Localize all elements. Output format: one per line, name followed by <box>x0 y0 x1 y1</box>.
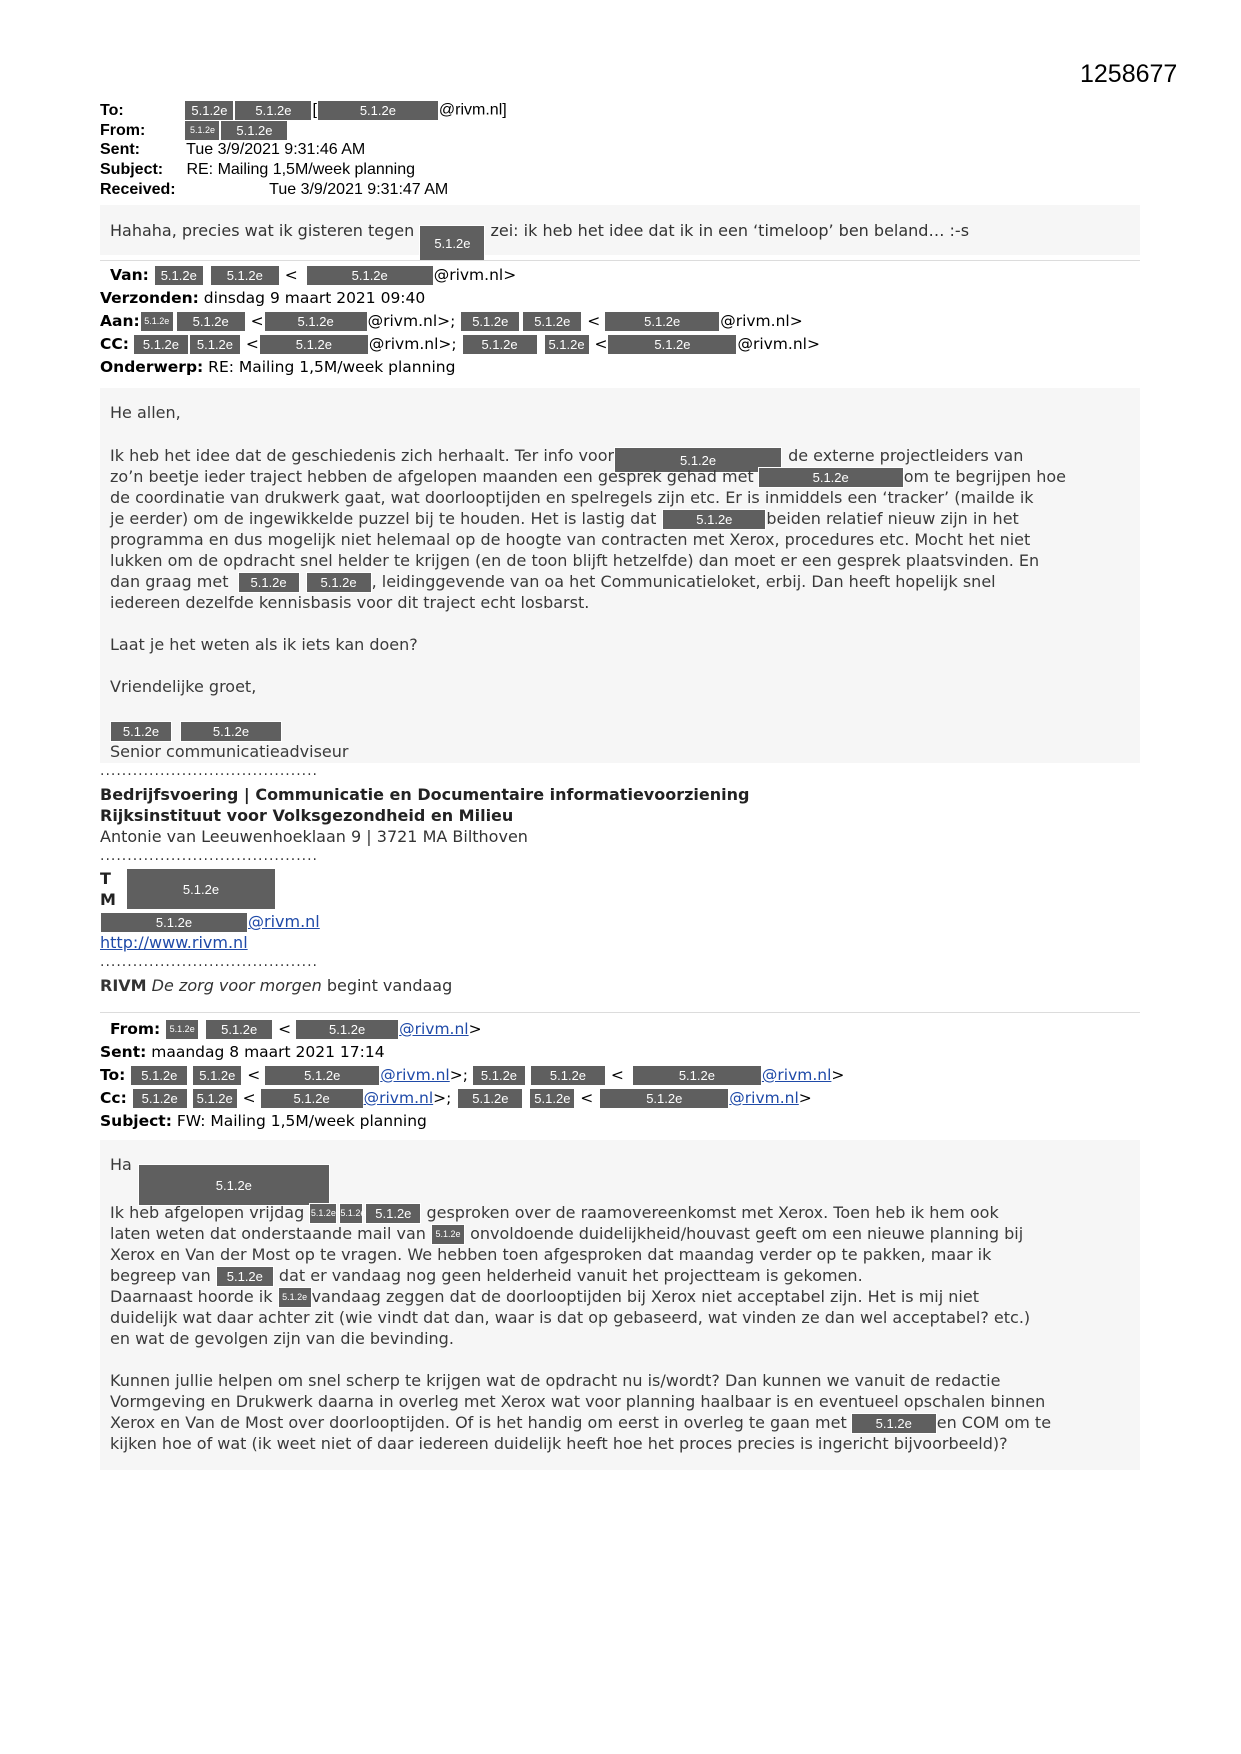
redaction: 5.1.2e <box>306 572 372 593</box>
text-fragment: Ik heb afgelopen vrijdag <box>110 1203 305 1222</box>
text-fragment: dat er vandaag nog geen helderheid vanuit het projectteam is gekomen. <box>278 1266 863 1285</box>
cc-label: Cc: <box>100 1089 127 1107</box>
aan-label: Aan: <box>100 312 140 330</box>
text-line: duidelijk wat daar achter zit (wie vindt dat dan, waar is dat op gebaseerd, wat vinden ze dan wel acceptabel? etc.) <box>110 1308 1031 1327</box>
subject-value: FW: Mailing 1,5M/week planning <box>176 1112 427 1130</box>
text-line: en wat de gevolgen zijn van die bevinding. <box>110 1329 454 1348</box>
redaction: 5.1.2e <box>100 912 248 933</box>
website-link[interactable]: http://www.rivm.nl <box>100 933 248 952</box>
sent-label: Sent: <box>100 141 140 158</box>
cc-suffix-2: @rivm.nl> <box>737 335 820 353</box>
redaction: 5.1.2e <box>264 311 368 332</box>
redaction: 5.1.2e <box>126 868 276 910</box>
to-row: To: 5.1.2e 5.1.2e < 5.1.2e @rivm.nl>; 5.1.2e 5.1.2e < 5.1.2e @rivm.nl> <box>100 1066 845 1084</box>
redaction: 5.1.2e <box>140 311 174 332</box>
redaction: 5.1.2e <box>184 100 234 121</box>
redaction: 5.1.2e <box>184 120 220 141</box>
text-fragment: de externe projectleiders van <box>788 446 1024 465</box>
text-fragment: , leidinggevende van oa het Communicatieloket, erbij. Dan heeft hopelijk snel <box>371 572 996 591</box>
onderwerp-value: RE: Mailing 1,5M/week planning <box>208 358 456 376</box>
closing: Vriendelijke groet, <box>110 677 257 696</box>
text-line <box>110 1412 1051 1434</box>
text-line <box>110 571 996 593</box>
text-line: iedereen dezelfde kennisbasis voor dit traject echt losbarst. <box>110 593 590 612</box>
van-label: Van: <box>110 266 149 284</box>
text-fragment: vandaag zeggen dat de doorlooptijden bij Xerox niet acceptabel zijn. Het is mij niet <box>311 1287 979 1306</box>
verzonden-value: dinsdag 9 maart 2021 09:40 <box>203 289 426 307</box>
sent-label: Sent: <box>100 1043 147 1061</box>
redaction: 5.1.2e <box>138 1164 330 1206</box>
verzonden-label: Verzonden: <box>100 289 199 307</box>
redaction: 5.1.2e <box>339 1203 363 1224</box>
van-suffix: @rivm.nl> <box>433 266 517 284</box>
received-label: Received: <box>100 181 176 198</box>
redaction: 5.1.2e <box>662 509 766 530</box>
text-fragment: Xerox en Van de Most over doorlooptijden. Of is het handig om eerst in overleg te gaan met <box>110 1413 847 1432</box>
redaction: 5.1.2e <box>529 1088 575 1109</box>
divider <box>100 1012 1140 1013</box>
slogan-italic: De zorg voor morgen <box>151 976 322 995</box>
text-line <box>110 466 1066 488</box>
redaction: 5.1.2e <box>365 1203 421 1224</box>
redaction: 5.1.2e <box>632 1065 762 1086</box>
text-fragment: Daarnaast hoorde ik <box>110 1287 273 1306</box>
text-line: de coordinatie van drukwerk gaat, wat doorlooptijden en spelregels zijn etc. Er is inmiddels een ‘tracker’ (mailde ik <box>110 488 1034 507</box>
document-page: 1258677 To: 5.1.2e 5.1.2e [ 5.1.2e @rivm.nl] From: 5.1.2e 5.1.2e Sent: Tue 3/9/2021 9:31:46 AM Subject: RE: Mailing 1,5M/week planning Received: Tue 3/9/2021 9:31:47 AM Hahaha, precies wat ik gisteren tegen 5.1.2e zei: ik heb het idee dat ik in een ‘timeloop’ ben beland… :-s Van: 5.1.2e 5.1.2e < 5.1.2e @rivm.nl> Verzonden: dinsdag 9 maart 2021 09:40 Aan: 5.1.2e 5.1.2e < 5.1.2e @rivm.nl>; 5.1.2e 5.1.2e < 5.1.2e @rivm.nl> CC: 5.1.2e 5.1.2e < 5.1.2e @rivm.nl>; 5.1.2e 5.1.2e < 5.1.2e @rivm.nl> Onderwerp: RE: Mailing 1,5M/week planning He allen, Ik heb het idee dat de geschiedenis zich herhaalt. Ter info voor 5.1.2e de externe projectleiders van zo’n beetje ieder traject hebben de afgelopen maanden een gesprek gehad met 5.1.2e om te begrijpen hoe de coordinatie van drukwerk gaat, wat doorlooptijden en spelregels zijn etc. Er is inmiddels een ‘tracker’ (mailde ik je eerder) om de ingewikkelde puzzel bij te houden. Het is lastig dat 5.1.2e beiden relatief nieuw zijn in het programma en dus mogelijk niet helemaal op de hoogte van contracten met Xerox, procedures etc. Mocht het niet lukken om de opdracht snel helder te krijgen (en de toon blijft hetzelfde) dan moet er een gesprek plaatsvinden. En dan graag met 5.1.2e 5.1.2e , leidinggevende van oa het Communicatieloket, erbij. Dan heeft hopelijk snel iedereen dezelfde kennisbasis voor dit traject echt losbarst. Laat je het weten als ik iets kan doen? Vriendelijke groet, 5.1.2e 5.1.2e Senior communicatieadviseur ........................................ Bedrijfsvoering | Communicatie en Documentaire informatievoorziening Rijksinstituut voor Volksgezondheid en Milieu Antonie van Leeuwenhoeklaan 9 | 3721 MA Bilthoven ........................................ T M 5.1.2e 5.1.2e @rivm.nl http://www.rivm.nl ........................................ RIVM De zorg voor morgen begint vandaag From: 5.1.2e 5.1.2e < 5.1.2e @rivm.nl> Sent: maandag 8 maart 2021 17:14 To: 5.1.2e 5.1.2e < 5.1.2e @rivm.nl>; 5.1.2e 5.1.2e < 5.1.2e @rivm.nl> Cc: 5.1.2e 5.1.2e < 5.1.2e @rivm.nl>; 5.1.2e 5.1.2e < 5.1.2e @rivm.nl> Subject: FW: Mailing 1,5M/week planning Ha5.1.2e Ik heb afgelopen vrijdag 5.1.2e 5.1.2e 5.1.2e gesproken over de raamovereenkomst met Xerox. Toen heb ik hem ook laten weten dat onderstaande mail van 5.1.2e onvoldoende duidelijkheid/houvast geeft om een nieuwe planning bij Xerox en Van der Most op te vragen. We hebben toen afgesproken dat maandag verder op te pakken, maar ik begreep van 5.1.2e dat er vandaag nog geen helderheid vanuit het projectteam is gekomen. Daarnaast hoorde ik 5.1.2e vandaag zeggen dat de doorlooptijden bij Xerox niet acceptabel zijn. Het is mij niet duidelijk wat daar achter zit (wie vindt dat dan, waar is dat op gebaseerd, wat vinden ze dan wel acceptabel? etc.) en wat de gevolgen zijn van die bevinding. Kunnen jullie helpen om snel scherp te krijgen wat de opdracht nu is/wordt? Dan kunnen we vanuit de redactie Vormgeving en Drukwerk daarna in overleg met Xerox wat voor planning haalbaar is en eventueel opschalen binnen Xerox en Van de Most over doorlooptijden. Of is het handig om eerst in overleg te gaan met 5.1.2e en COM om te kijken hoe of wat (ik weet niet of daar iedereen duidelijk heeft hoe het proces precies is ingericht bijvoorbeeld)? <box>0 0 1241 1754</box>
text-line <box>110 508 1019 530</box>
address: Antonie van Leeuwenhoeklaan 9 | 3721 MA Bilthoven <box>100 827 528 846</box>
redaction: 5.1.2e <box>234 100 312 121</box>
text-line <box>110 1265 863 1287</box>
redaction: 5.1.2e <box>192 1088 238 1109</box>
cc-row-3: Cc: 5.1.2e 5.1.2e < 5.1.2e @rivm.nl>; 5.1.2e 5.1.2e < 5.1.2e @rivm.nl> <box>100 1089 812 1107</box>
redaction: 5.1.2e <box>210 265 280 286</box>
redaction: 5.1.2e <box>259 334 369 355</box>
verzonden-row <box>100 287 425 310</box>
redaction: 5.1.2e <box>216 1266 274 1287</box>
text-line: Kunnen jullie helpen om snel scherp te krijgen wat de opdracht nu is/wordt? Dan kunnen we vanuit de redactie <box>110 1371 1001 1390</box>
to-email-link-2[interactable]: @rivm.nl <box>761 1066 832 1084</box>
redaction: 5.1.2e <box>238 572 300 593</box>
redaction: 5.1.2e <box>758 467 904 488</box>
text-fragment: zo’n beetje ieder traject hebben de afgelopen maanden een gesprek gehad met <box>110 467 754 486</box>
greeting: Ha <box>110 1155 132 1174</box>
received-value: Tue 3/9/2021 9:31:47 AM <box>269 181 449 198</box>
redaction: 5.1.2e <box>599 1088 729 1109</box>
redaction: 5.1.2e <box>544 334 590 355</box>
redaction: 5.1.2e <box>192 1065 242 1086</box>
sent-row <box>100 1041 385 1064</box>
text-line <box>110 1202 999 1224</box>
from-email-link[interactable]: @rivm.nl <box>399 1020 469 1038</box>
signature-title: Senior communicatieadviseur <box>110 742 349 761</box>
redaction: 5.1.2e <box>306 265 434 286</box>
signature-name <box>110 720 282 742</box>
redaction: 5.1.2e <box>205 1019 273 1040</box>
sent-value: Tue 3/9/2021 9:31:46 AM <box>186 141 366 158</box>
cc-label: CC: <box>100 335 129 353</box>
document-number: 1258677 <box>1080 60 1178 88</box>
redaction: 5.1.2e <box>457 1088 523 1109</box>
redaction: 5.1.2e <box>419 225 485 261</box>
text-line <box>110 1286 979 1308</box>
to-label: To: <box>100 101 124 119</box>
redaction: 5.1.2e <box>295 1019 399 1040</box>
text-line <box>110 1223 1023 1245</box>
text-fragment: Ik heb het idee dat de geschiedenis zich herhaalt. Ter info voor <box>110 446 615 465</box>
website-link-row <box>100 933 248 952</box>
to-email-link-1[interactable]: @rivm.nl <box>380 1066 450 1084</box>
mobile-label: M <box>100 890 116 909</box>
aan-suffix-1: @rivm.nl>; <box>367 312 456 330</box>
aan-row: Aan: 5.1.2e 5.1.2e < 5.1.2e @rivm.nl>; 5.1.2e 5.1.2e < 5.1.2e @rivm.nl> <box>100 312 803 330</box>
aan-suffix-2: @rivm.nl> <box>720 312 803 330</box>
van-row: Van: 5.1.2e 5.1.2e < 5.1.2e @rivm.nl> <box>110 266 517 284</box>
subject-label: Subject: <box>100 1112 172 1130</box>
slogan <box>100 976 452 995</box>
text-fragment: laten weten dat onderstaande mail van <box>110 1224 426 1243</box>
signature-email <box>100 912 320 933</box>
redaction: 5.1.2e <box>130 1065 188 1086</box>
text-fragment: je eerder) om de ingewikkelde puzzel bij te houden. Het is lastig dat <box>110 509 657 528</box>
cc-email-link-1[interactable]: @rivm.nl <box>363 1089 434 1107</box>
text-line: Xerox en Van der Most op te vragen. We hebben toen afgesproken dat maandag verder op te pakken, maar ik <box>110 1245 992 1264</box>
from-label: From: <box>110 1020 161 1038</box>
reply-1-text <box>110 221 969 261</box>
subject-label: Subject: <box>100 161 164 178</box>
cc-suffix-1: @rivm.nl>; <box>368 335 457 353</box>
redaction: 5.1.2e <box>132 1088 188 1109</box>
dotted-separator: ........................................ <box>100 848 319 864</box>
text-fragment: en COM om te <box>936 1413 1052 1432</box>
redaction: 5.1.2e <box>180 721 282 742</box>
redaction: 5.1.2e <box>309 1203 337 1224</box>
redaction: 5.1.2e <box>472 1065 526 1086</box>
email-link[interactable]: @rivm.nl <box>248 912 320 931</box>
redaction: 5.1.2e <box>110 721 172 742</box>
text-fragment: Hahaha, precies wat ik gisteren tegen <box>110 221 415 240</box>
redaction: 5.1.2e <box>264 1065 380 1086</box>
slogan-bold: RIVM <box>100 976 147 995</box>
redaction: 5.1.2e <box>604 311 720 332</box>
org-line-1: Bedrijfsvoering | Communicatie en Documentaire informatievoorziening <box>100 785 750 804</box>
text-line: Vormgeving en Drukwerk daarna in overleg met Xerox wat voor planning haalbaar is en eventueel opschalen binnen <box>110 1392 1046 1411</box>
redaction: 5.1.2e <box>460 311 520 332</box>
redaction: 5.1.2e <box>154 265 204 286</box>
redaction: 5.1.2e <box>165 1019 199 1040</box>
redaction: 5.1.2e <box>522 311 582 332</box>
text-fragment: onvoldoende duidelijkheid/houvast geeft om een nieuwe planning bij <box>470 1224 1024 1243</box>
phone-label: T <box>100 869 111 888</box>
onderwerp-label: Onderwerp: <box>100 358 204 376</box>
subject-value: RE: Mailing 1,5M/week planning <box>186 161 416 178</box>
cc-email-link-2[interactable]: @rivm.nl <box>729 1089 799 1107</box>
redaction: 5.1.2e <box>607 334 737 355</box>
greeting: He allen, <box>110 403 181 422</box>
redaction: 5.1.2e <box>614 447 782 473</box>
onderwerp-row <box>100 356 455 379</box>
redaction: 5.1.2e <box>189 334 241 355</box>
slogan-rest: begint vandaag <box>326 976 453 995</box>
to-label: To: <box>100 1066 126 1084</box>
redaction: 5.1.2e <box>220 120 288 141</box>
from-row: From: 5.1.2e 5.1.2e < 5.1.2e @rivm.nl> <box>110 1020 482 1038</box>
text-fragment: beiden relatief nieuw zijn in het <box>766 509 1019 528</box>
dotted-separator: ........................................ <box>100 954 319 970</box>
cc-row: CC: 5.1.2e 5.1.2e < 5.1.2e @rivm.nl>; 5.1.2e 5.1.2e < 5.1.2e @rivm.nl> <box>100 335 820 353</box>
text-fragment: zei: ik heb het idee dat ik in een ‘timeloop’ ben beland… :-s <box>490 221 970 240</box>
text-line: kijken hoe of wat (ik weet niet of daar iedereen duidelijk heeft hoe het proces precies is ingericht bijvoorbeeld)? <box>110 1434 1008 1453</box>
org-line-2: Rijksinstituut voor Volksgezondheid en Milieu <box>100 806 514 825</box>
sent-value: maandag 8 maart 2021 17:14 <box>151 1043 385 1061</box>
divider <box>100 260 1140 261</box>
text-line: programma en dus mogelijk niet helemaal op de hoogte van contracten met Xerox, procedures etc. Mocht het niet <box>110 530 1031 549</box>
redaction: 5.1.2e <box>317 100 439 121</box>
redaction: 5.1.2e <box>851 1413 937 1434</box>
redaction: 5.1.2e <box>462 334 538 355</box>
subject-row <box>100 1110 427 1133</box>
text-line: lukken om de opdracht snel helder te krijgen (en de toon blijft hetzelfde) dan moet er een gesprek plaatsvinden. En <box>110 551 1040 570</box>
text-line: Laat je het weten als ik iets kan doen? <box>110 635 418 654</box>
redaction: 5.1.2e <box>133 334 189 355</box>
redaction: 5.1.2e <box>260 1088 364 1109</box>
greeting-row <box>110 1154 330 1206</box>
text-fragment: gesproken over de raamovereenkomst met Xerox. Toen heb ik hem ook <box>426 1203 999 1222</box>
from-label: From: <box>100 121 146 139</box>
to-address-suffix: @rivm.nl] <box>438 101 507 119</box>
text-fragment: begreep van <box>110 1266 211 1285</box>
redaction: 5.1.2e <box>530 1065 606 1086</box>
dotted-separator: ........................................ <box>100 763 319 779</box>
redaction: 5.1.2e <box>431 1224 465 1245</box>
text-fragment: om te begrijpen hoe <box>903 467 1066 486</box>
text-fragment: dan graag met <box>110 572 229 591</box>
redaction: 5.1.2e <box>176 311 246 332</box>
redaction: 5.1.2e <box>278 1287 312 1308</box>
